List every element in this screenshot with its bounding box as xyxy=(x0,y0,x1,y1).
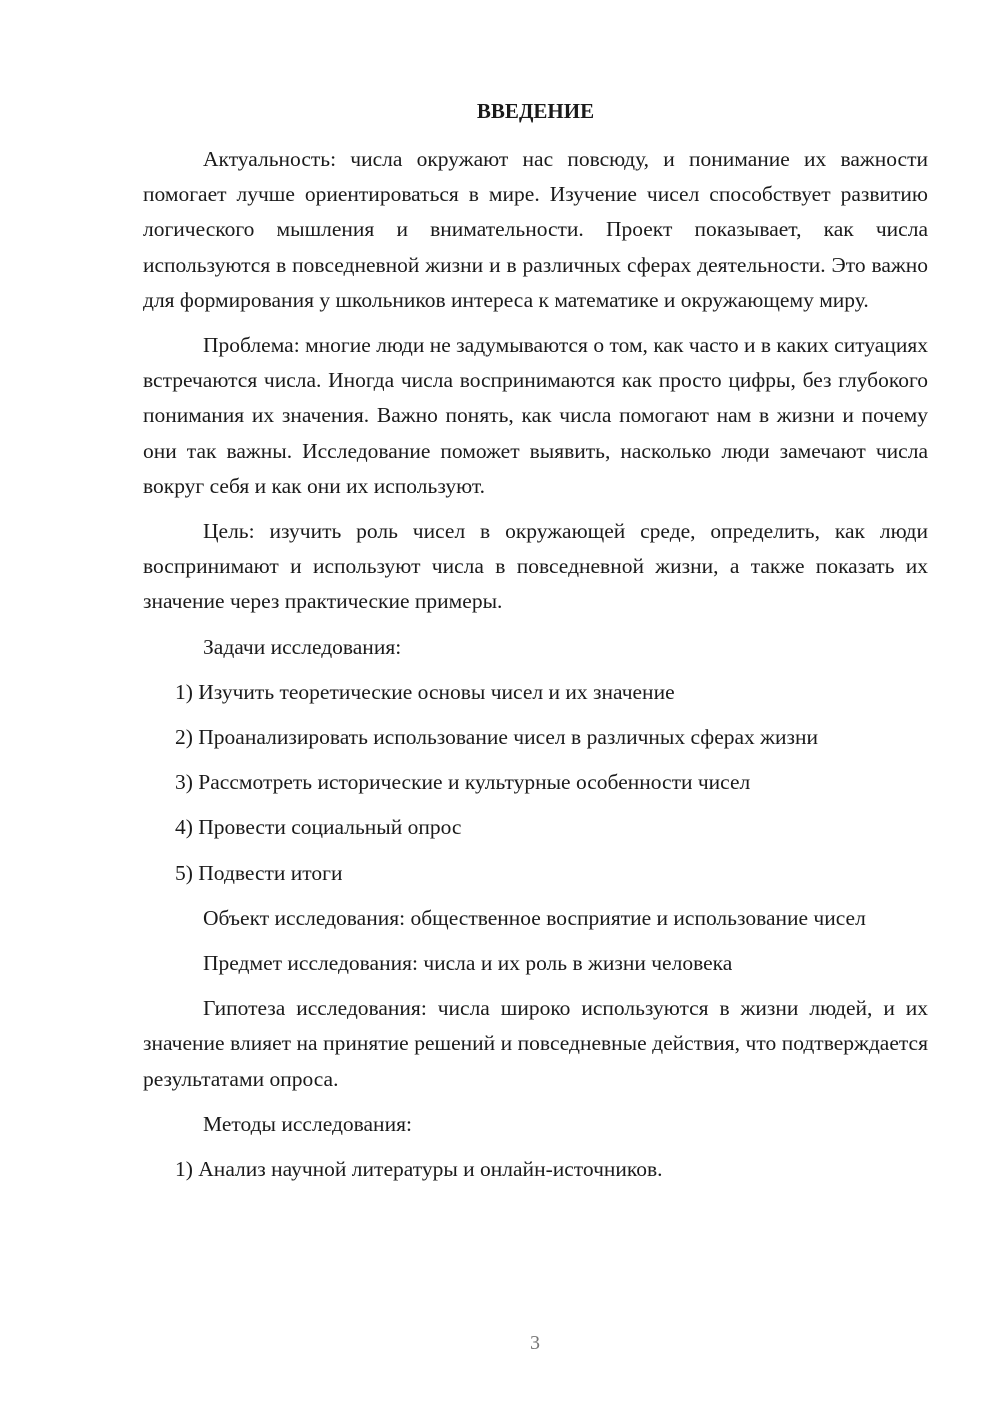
list-item: 4) Провести социальный опрос xyxy=(175,815,462,840)
list-item: 2) Проанализировать использование чисел в различных сферах жизни xyxy=(175,725,819,750)
tasks-title: Задачи исследования: xyxy=(203,634,402,659)
page-number: 3 xyxy=(530,1332,540,1354)
methods-list xyxy=(143,1152,928,1187)
paragraph-goal: Цель: изучить роль чисел в окружающей среде, определить, как люди воспринимают и используют числа в повседневной жизни, а также показать их значение через практические примеры. xyxy=(143,519,928,614)
paragraph-relevance: Актуальность: числа окружают нас повсюду, и понимание их важности помогает лучше ориентироваться в мире. Изучение чисел способствует развитию логического мышления и внимательности. Проект показывает, как числа используются в повседневной жизни и в различных сферах деятельности. Это важно для формирования у школьников интереса к математике и окружающему миру. xyxy=(143,147,928,312)
paragraph-subject: Предмет исследования: числа и их роль в жизни человека xyxy=(203,951,733,976)
list-item: 5) Подвести итоги xyxy=(175,860,343,885)
paragraph-object: Объект исследования: общественное восприятие и использование чисел xyxy=(203,905,866,930)
paragraph-problem: Проблема: многие люди не задумываются о том, как часто и в каких ситуациях встречаются числа. Иногда числа воспринимаются как просто цифры, без глубокого понимания их значения. Важно понять, как числа помогают нам в жизни и почему они так важны. Исследование поможет выявить, насколько люди замечают числа вокруг себя и как они их используют. xyxy=(143,333,928,498)
document-page xyxy=(143,96,928,1197)
section-heading: ВВЕДЕНИЕ xyxy=(476,99,595,123)
list-item: 1) Изучить теоретические основы чисел и их значение xyxy=(175,679,675,704)
methods-title: Методы исследования: xyxy=(203,1111,412,1136)
list-item: 3) Рассмотреть исторические и культурные особенности чисел xyxy=(175,770,751,795)
list-item: 1) Анализ научной литературы и онлайн-источников. xyxy=(175,1157,663,1182)
tasks-list xyxy=(143,675,928,891)
paragraph-hypothesis: Гипотеза исследования: числа широко используются в жизни людей, и их значение влияет на принятие решений и повседневные действия, что подтверждается результатами опроса. xyxy=(143,996,928,1091)
